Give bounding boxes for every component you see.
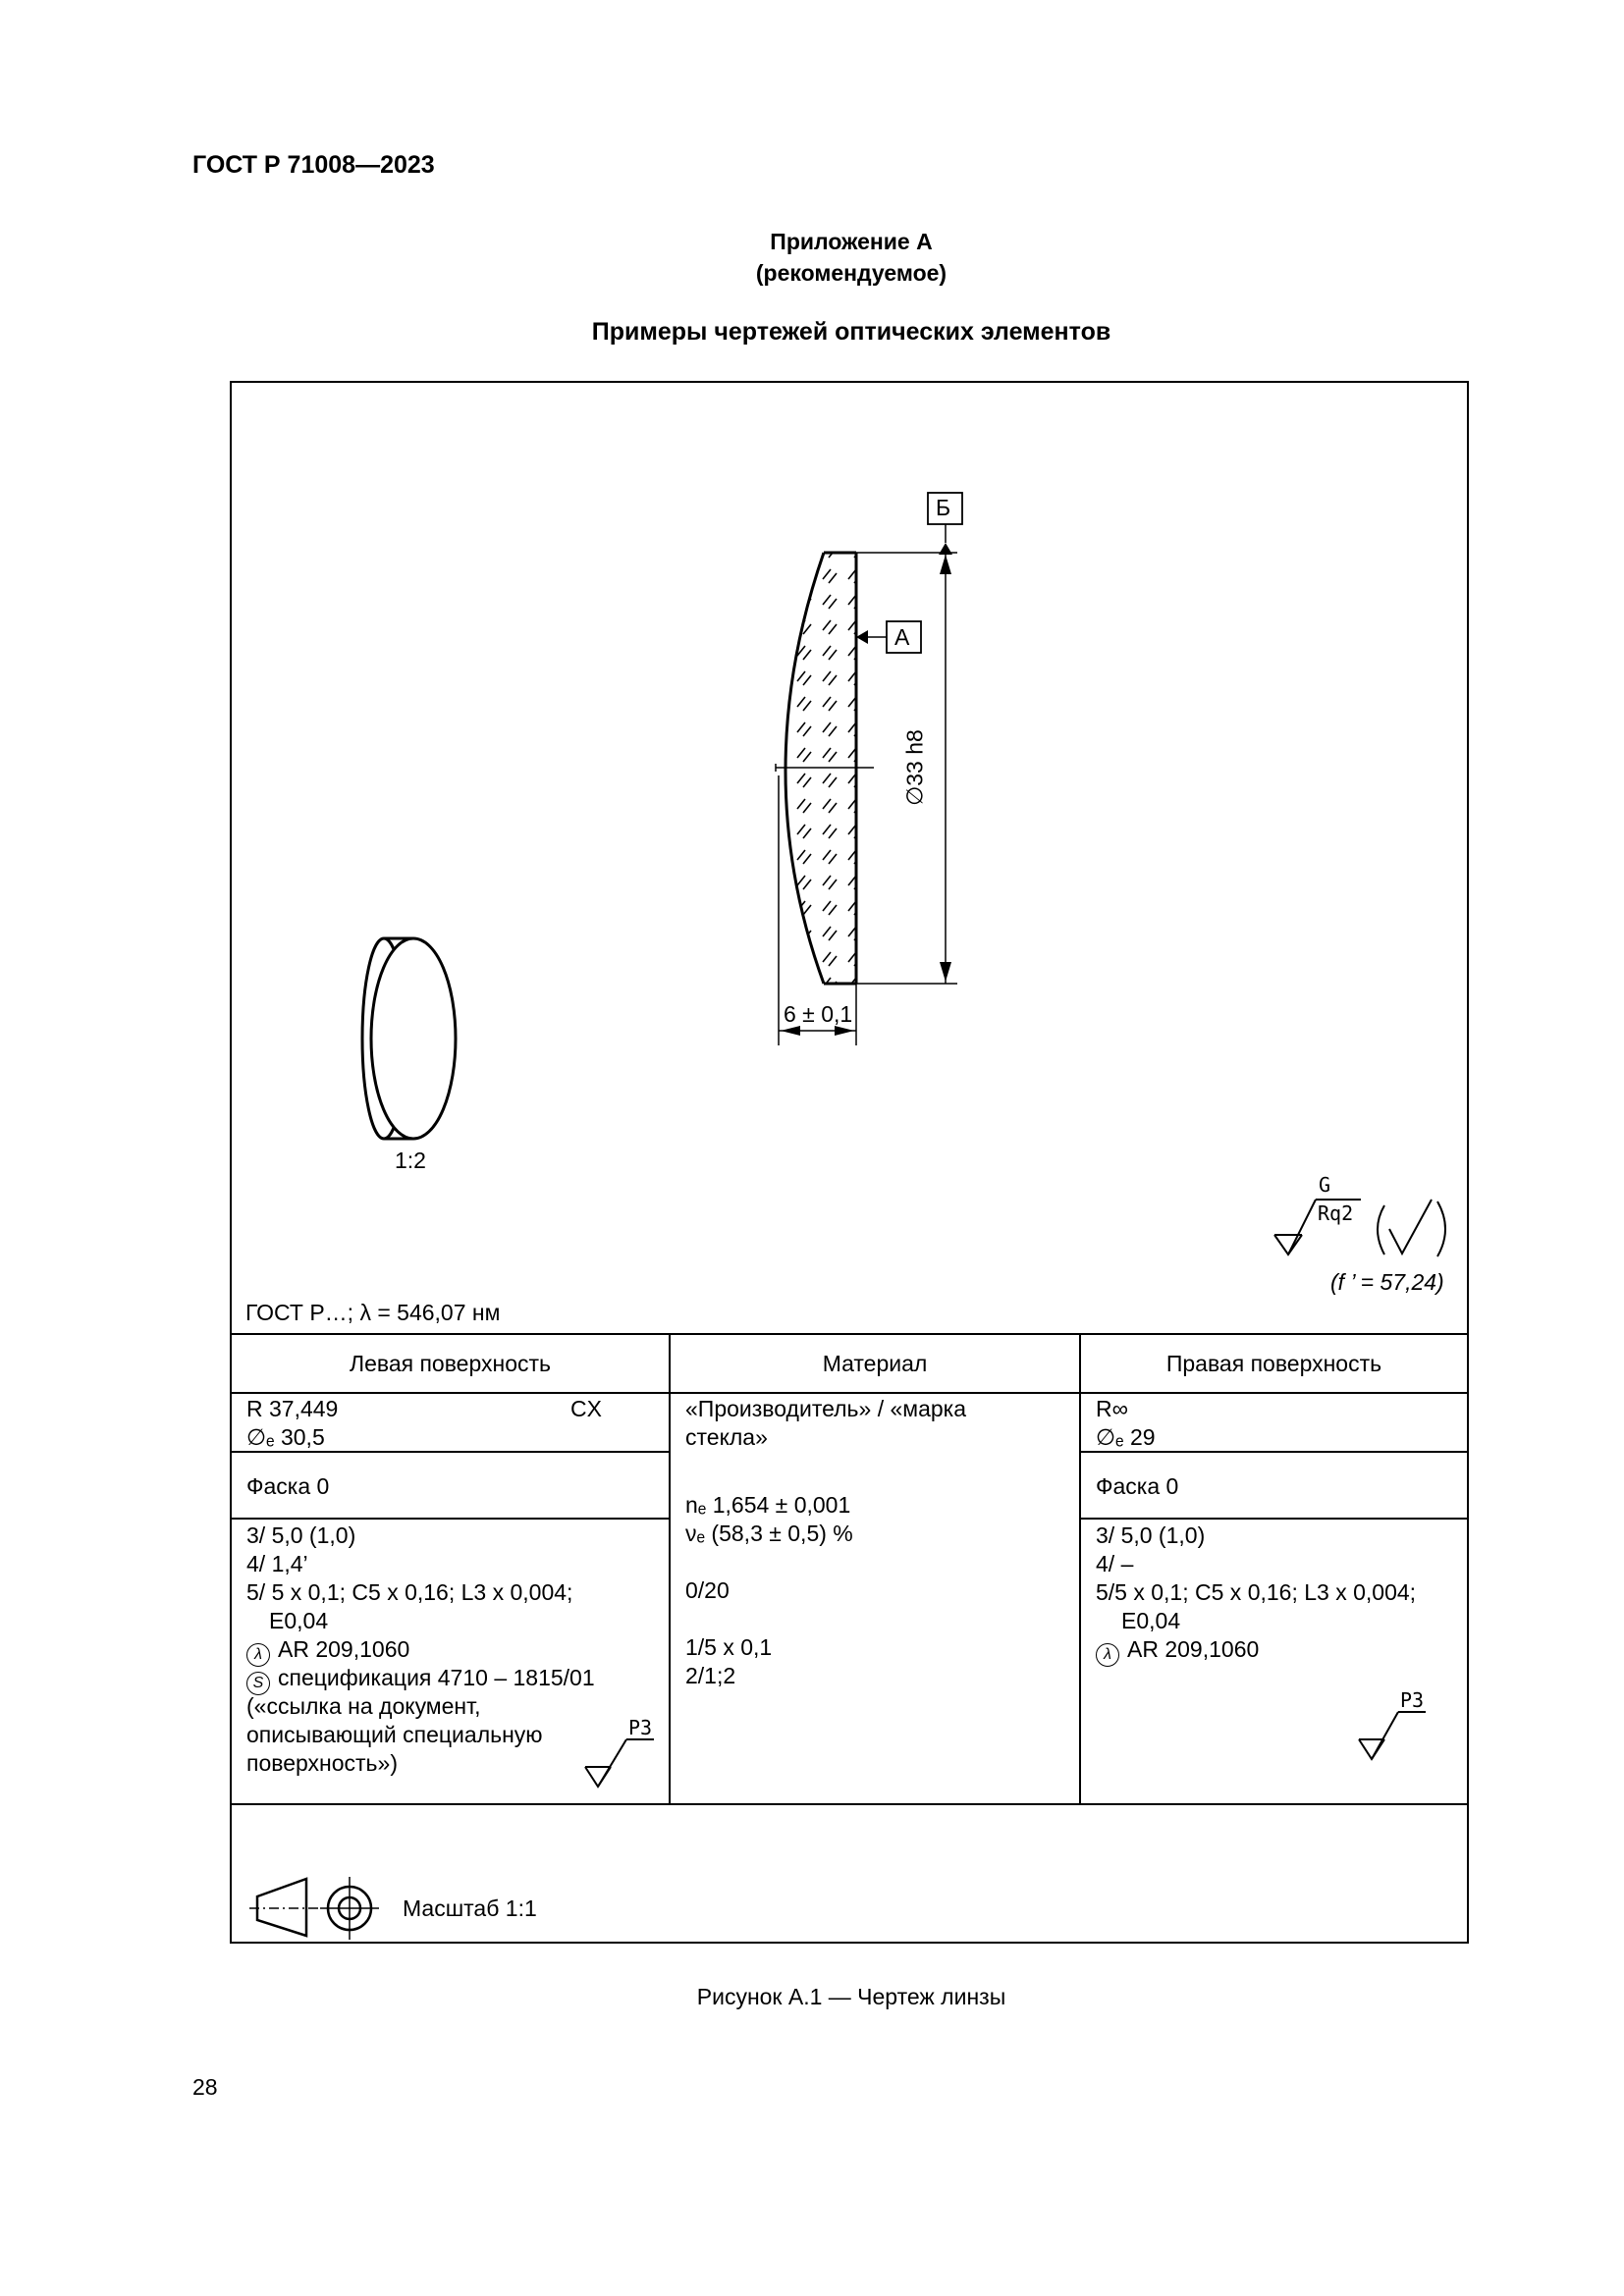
right-spec-line-1: 3/ 5,0 (1,0) (1096, 1522, 1206, 1548)
left-chamfer: Фаска 0 (246, 1473, 330, 1499)
focal-length-note: (f ’ = 57,24) (1330, 1269, 1444, 1295)
left-special-note-2: описывающий специальную (246, 1722, 543, 1747)
left-finish-label: P3 (628, 1716, 653, 1739)
roughness-bottom-label: Rq2 (1318, 1201, 1354, 1225)
page-number: 28 (192, 2074, 218, 2100)
wavelength-circle-icon: λ (246, 1643, 270, 1667)
isometric-scale-label: 1:2 (395, 1148, 426, 1173)
left-spec-line-2: 4/ 1,4’ (246, 1551, 308, 1576)
datum-a-marker (856, 621, 921, 653)
left-diameter: ∅ₑ 30,5 (246, 1424, 325, 1450)
table-divider-1 (669, 1333, 671, 1805)
wavelength-note: ГОСТ Р…; λ = 546,07 нм (245, 1300, 501, 1325)
finish-symbol-left (585, 1739, 654, 1787)
right-diameter: ∅ₑ 29 (1096, 1424, 1156, 1450)
material-stress: 0/20 (685, 1577, 730, 1603)
material-bubbles: 1/5 x 0,1 (685, 1634, 773, 1660)
right-finish-label: P3 (1400, 1688, 1425, 1712)
left-spec-line-1: 3/ 5,0 (1,0) (246, 1522, 356, 1548)
diameter-dimension-label: ∅33 h8 (901, 729, 928, 806)
left-spec-line-4: E0,04 (269, 1608, 329, 1633)
lens-section (766, 550, 874, 991)
left-special-spec: S спецификация 4710 – 1815/01 (246, 1664, 595, 1695)
right-coating: λ AR 209,1060 (1096, 1635, 1259, 1667)
drawing-scale: Масштаб 1:1 (403, 1896, 537, 1921)
table-top-border (230, 1333, 1469, 1335)
spec-circle-icon: S (246, 1672, 270, 1695)
right-spec-line-4: E0,04 (1121, 1608, 1181, 1633)
material-abbe-number: νₑ (58,3 ± 0,5) % (685, 1521, 853, 1546)
appendix-status: (рекомендуемое) (755, 260, 947, 286)
lens-isometric-view (362, 938, 456, 1139)
left-special-note-1: («ссылка на документ, (246, 1693, 481, 1719)
header-left-surface: Левая поверхность (349, 1351, 552, 1376)
material-inhomogeneity: 2/1;2 (685, 1663, 736, 1688)
right-row-border-2 (1080, 1518, 1469, 1520)
thickness-dimension-label: 6 ± 0,1 (784, 1001, 853, 1027)
right-spec-line-3: 5/5 x 0,1; C5 x 0,16; L3 x 0,004; (1096, 1579, 1417, 1605)
datum-b-label: Б (936, 495, 951, 520)
right-chamfer: Фаска 0 (1096, 1473, 1179, 1499)
left-radius: R 37,449 (246, 1396, 339, 1421)
table-header-border (230, 1392, 1469, 1394)
appendix-title: Приложение А (770, 229, 933, 254)
right-spec-line-2: 4/ – (1096, 1551, 1134, 1576)
material-name-1: «Производитель» / «марка (685, 1396, 967, 1421)
finish-symbol-right (1359, 1712, 1426, 1759)
table-bottom-border (230, 1803, 1469, 1805)
left-coating: λ AR 209,1060 (246, 1635, 409, 1667)
right-radius: R∞ (1096, 1396, 1129, 1421)
wavelength-circle-icon: λ (1096, 1643, 1119, 1667)
figure-caption: Рисунок А.1 — Чертеж линзы (696, 1984, 1006, 2009)
material-name-2: стекла» (685, 1424, 768, 1450)
left-spec-line-3: 5/ 5 x 0,1; C5 x 0,16; L3 x 0,004; (246, 1579, 573, 1605)
projection-symbol (249, 1877, 379, 1940)
header-material: Материал (822, 1351, 928, 1376)
roughness-symbol (1274, 1200, 1445, 1256)
header-right-surface: Правая поверхность (1165, 1351, 1382, 1376)
document-id: ГОСТ Р 71008—2023 (192, 151, 435, 179)
diameter-dimension-line (940, 553, 951, 984)
table-divider-2 (1079, 1333, 1081, 1805)
left-radius-type: CX (570, 1396, 602, 1421)
roughness-top-label: G (1319, 1173, 1331, 1197)
material-refractive-index: nₑ 1,654 ± 0,001 (685, 1492, 851, 1518)
left-row-border-2 (230, 1518, 670, 1520)
left-special-note-3: поверхность») (246, 1750, 398, 1776)
datum-a-label: А (894, 624, 910, 650)
section-title: Примеры чертежей оптических элементов (591, 318, 1111, 346)
